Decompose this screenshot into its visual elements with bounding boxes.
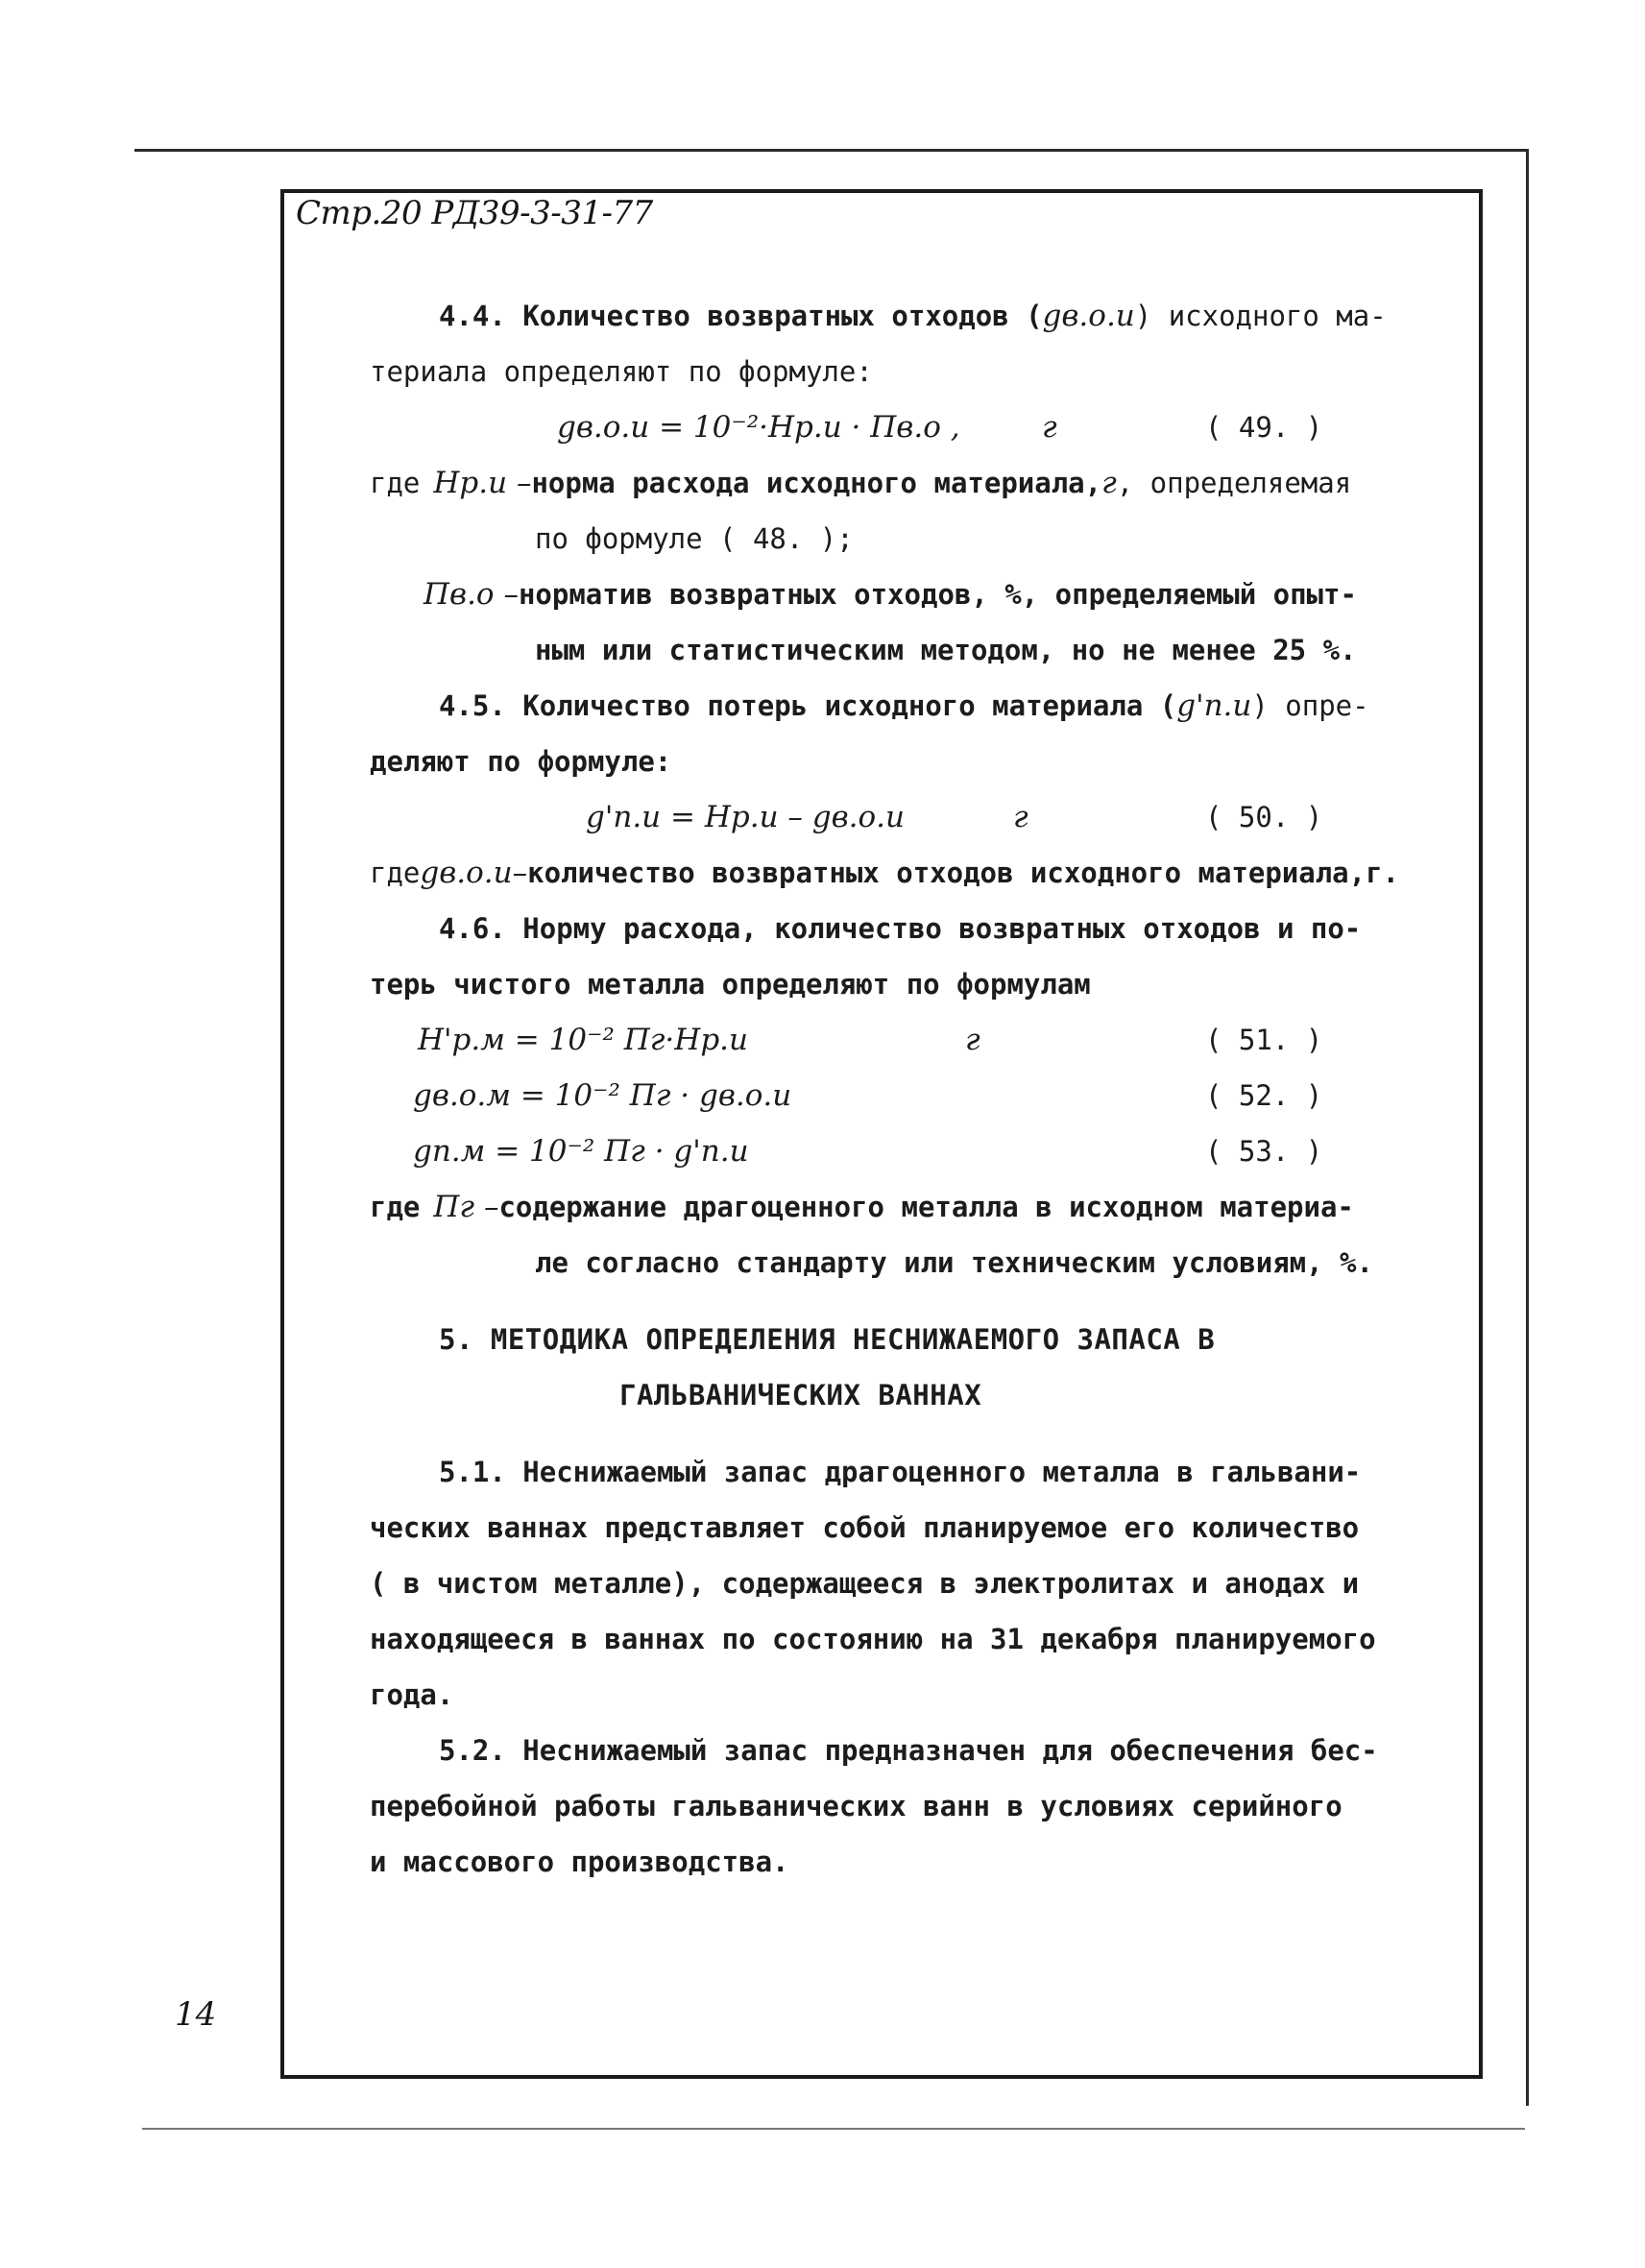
- s4-5-line1: 4.5. Количество потерь исходного материала (g'п.и) опре-: [439, 688, 1369, 723]
- formula-53: gп.м = 10⁻² Пг · g'п.и: [413, 1134, 749, 1169]
- equation-number-53: ( 53. ): [1205, 1135, 1323, 1168]
- definition-gv-o-u: где gв.о.и– количество возвратных отходов исходного материала,г.: [370, 845, 1431, 901]
- section-5-heading-line2: ГАЛЬВАНИЧЕСКИХ ВАННАХ: [619, 1379, 982, 1411]
- formula-49-row: [370, 399, 1431, 455]
- sheet-edge-top: [134, 149, 1529, 152]
- s5-1-line5: года.: [370, 1678, 454, 1711]
- s5-2-line1: 5.2. Неснижаемый запас предназначен для обеспечения бес-: [439, 1734, 1378, 1767]
- s5-1-line3: ( в чистом металле), содержащееся в электролитах и анодах и: [370, 1567, 1360, 1600]
- s5-1-line2: ческих ваннах представляет собой планируемое его количество: [370, 1511, 1360, 1544]
- spacer: [370, 1291, 1431, 1312]
- section-5-heading-line1: 5. МЕТОДИКА ОПРЕДЕЛЕНИЯ НЕСНИЖАЕМОГО ЗАПАСА В: [439, 1323, 1216, 1356]
- s5-2-line3: и массового производства.: [370, 1846, 789, 1878]
- formula-53-row: [370, 1123, 1431, 1179]
- s5-1-line4: находящееся в ваннах по состоянию на 31 декабря планируемого: [370, 1623, 1376, 1655]
- sheet-edge-right: [1526, 152, 1529, 2106]
- document-body: [370, 288, 1431, 1890]
- formula-51: Н'р.м = 10⁻² Пг·Нр.и: [418, 1023, 748, 1057]
- equation-number-51: ( 51. ): [1205, 1024, 1323, 1056]
- s4-5-line2: деляют по формуле:: [370, 745, 672, 778]
- definition-pv-o: Пв.о – норматив возвратных отходов, %, определяемый опыт-: [370, 567, 1431, 622]
- equation-number-49: ( 49. ): [1205, 411, 1323, 444]
- definition-hr-u-cont: по формуле ( 48. );: [535, 522, 854, 555]
- symbol-losses: g'п.и: [1176, 688, 1252, 723]
- s4-6-line2: терь чистого металла определяют по формулам: [370, 968, 1091, 1001]
- formula-49-unit: г: [1042, 410, 1057, 445]
- s4-6-line1: 4.6. Норму расхода, количество возвратных отходов и по-: [439, 912, 1362, 945]
- spacer: [370, 1423, 1431, 1444]
- symbol-gv-o-u: gв.о.и–: [420, 856, 528, 890]
- symbol-hr-u: Нр.и –: [433, 466, 532, 500]
- formula-52: gв.о.м = 10⁻² Пг · gв.о.и: [413, 1078, 792, 1113]
- s4-4-line1: 4.4. Количество возвратных отходов (gв.о.и) исходного ма-: [439, 299, 1387, 333]
- s4-4-line2: териала определяют по формуле:: [370, 355, 873, 388]
- formula-50-row: [370, 789, 1431, 845]
- header-stamp: Стр.20 РД39-3-31-77: [296, 194, 653, 232]
- page-mark: 14: [175, 1995, 217, 2034]
- formula-52-row: [370, 1068, 1431, 1123]
- s5-2-line2: перебойной работы гальванических ванн в условиях серийного: [370, 1790, 1343, 1822]
- definition-pg-cont: ле согласно стандарту или техническим условиям, %.: [535, 1246, 1373, 1279]
- equation-number-52: ( 52. ): [1205, 1079, 1323, 1112]
- symbol-pg: Пг –: [433, 1190, 499, 1224]
- where-label: где: [370, 467, 421, 499]
- definition-pg: где Пг – содержание драгоценного металла в исходном материа-: [370, 1179, 1431, 1235]
- formula-50-unit: г: [1013, 800, 1028, 834]
- formula-50: g'п.и = Нр.и – gв.о.и: [586, 800, 905, 834]
- equation-number-50: ( 50. ): [1205, 801, 1323, 833]
- s5-1-line1: 5.1. Неснижаемый запас драгоценного металла в гальвани-: [439, 1456, 1362, 1488]
- symbol-pv-o: Пв.о –: [423, 577, 519, 612]
- definition-hr-u: где Нр.и – норма расхода исходного материала, г , определяемая: [370, 455, 1431, 511]
- sheet-edge-bottom: [142, 2128, 1525, 2130]
- formula-49: gв.о.и = 10⁻²·Нр.и · Пв.о ,: [557, 410, 960, 445]
- definition-pv-o-cont: ным или статистическим методом, но не менее 25 %.: [535, 634, 1357, 666]
- formula-51-row: [370, 1012, 1431, 1068]
- formula-51-unit: г: [965, 1023, 980, 1057]
- symbol-return-waste: gв.о.и: [1042, 299, 1135, 333]
